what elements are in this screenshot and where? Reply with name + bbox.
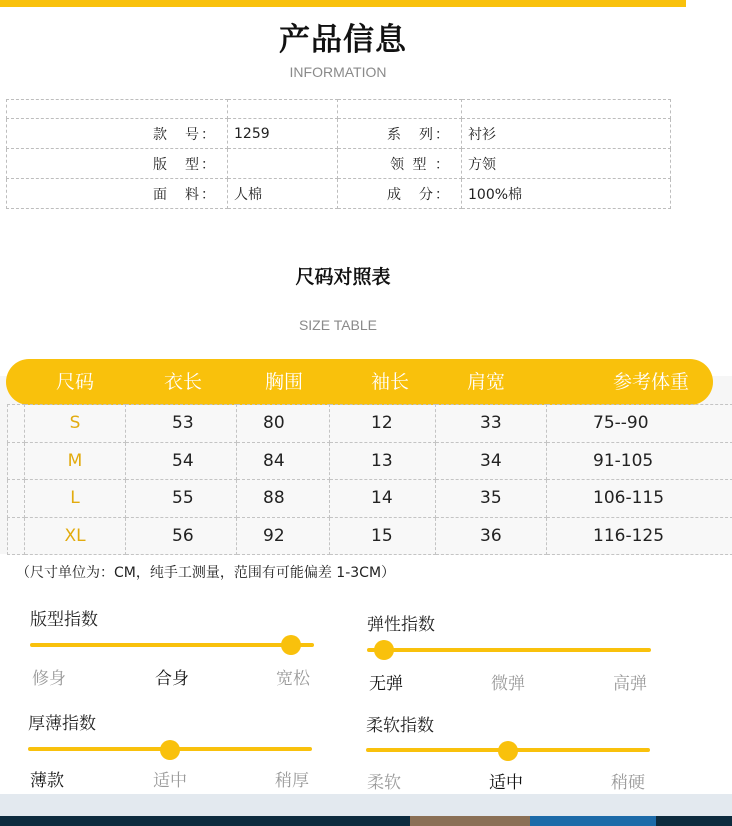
page-title: 产品信息 [279, 22, 407, 58]
size-table [7, 404, 732, 555]
header-weight: 参考体重 [612, 371, 689, 393]
row-margin-cell [8, 405, 25, 443]
size-table-header [6, 359, 713, 405]
table-row [8, 405, 732, 443]
chest-cell: 84 [237, 442, 330, 480]
elastic-index-knob [374, 640, 394, 660]
measurement-note: （尺寸单位为：CM，纯手工测量，范围有可能偏差 1-3CM） [16, 565, 396, 581]
sleeve-cell: 12 [330, 405, 436, 443]
header-length: 衣长 [163, 371, 202, 393]
length-cell: 55 [126, 480, 237, 518]
size-cell: XL [25, 517, 126, 555]
fit-option-loose: 宽松 [276, 669, 310, 689]
bottom-strip [0, 794, 732, 816]
collar-value: 方领 [462, 149, 671, 179]
elastic-option-slight: 微弹 [491, 674, 525, 694]
thickness-option-thick: 稍厚 [275, 771, 309, 791]
row-margin-cell [8, 442, 25, 480]
footer-block-blue [530, 816, 656, 826]
chest-cell: 88 [237, 480, 330, 518]
table-row [8, 480, 732, 518]
size-cell: M [25, 442, 126, 480]
size-cell: L [25, 480, 126, 518]
size-table-title: 尺码对照表 [295, 266, 391, 288]
chest-cell: 92 [237, 517, 330, 555]
fit-value [228, 149, 338, 179]
elastic-index-title: 弹性指数 [367, 615, 435, 635]
product-info-table [6, 99, 671, 209]
info-spacer-row [7, 100, 671, 119]
thickness-index-knob [160, 740, 180, 760]
thickness-index-title: 厚薄指数 [28, 714, 96, 734]
fabric-value: 人棉 [228, 179, 338, 209]
fit-index-knob [281, 635, 301, 655]
fit-index-track [30, 643, 314, 647]
weight-cell: 91-105 [547, 442, 732, 480]
header-chest: 胸围 [264, 371, 303, 393]
thickness-option-thin: 薄款 [30, 771, 64, 791]
sleeve-cell: 13 [330, 442, 436, 480]
elastic-option-high: 高弹 [613, 674, 647, 694]
elastic-index-track [367, 648, 651, 652]
header-sleeve: 袖长 [370, 371, 409, 393]
style-no-value: 1259 [228, 119, 338, 149]
fabric-label: 面 料： [7, 179, 228, 209]
softness-index-title: 柔软指数 [366, 716, 434, 736]
length-cell: 53 [126, 405, 237, 443]
fit-label: 版 型： [7, 149, 228, 179]
shoulder-cell: 33 [436, 405, 547, 443]
softness-option-soft: 柔软 [367, 773, 401, 793]
size-cell: S [25, 405, 126, 443]
series-value: 衬衫 [462, 119, 671, 149]
softness-option-medium: 适中 [489, 773, 523, 793]
collar-label: 领 型 ： [338, 149, 462, 179]
footer-block-brown [410, 816, 530, 826]
composition-value: 100%棉 [462, 179, 671, 209]
top-accent-bar [0, 0, 686, 7]
length-cell: 54 [126, 442, 237, 480]
table-row [8, 442, 732, 480]
fit-option-slim: 修身 [32, 669, 66, 689]
weight-cell: 116-125 [547, 517, 732, 555]
weight-cell: 75--90 [547, 405, 732, 443]
row-margin-cell [8, 517, 25, 555]
size-table-subtitle: SIZE TABLE [298, 317, 378, 333]
thickness-option-medium: 适中 [153, 771, 187, 791]
header-shoulder: 肩宽 [466, 371, 505, 393]
style-no-label: 款 号： [7, 119, 228, 149]
info-row [7, 179, 671, 209]
info-row [7, 149, 671, 179]
header-size: 尺码 [55, 371, 94, 393]
shoulder-cell: 35 [436, 480, 547, 518]
series-label: 系 列： [338, 119, 462, 149]
fit-index-title: 版型指数 [30, 610, 98, 630]
shoulder-cell: 34 [436, 442, 547, 480]
softness-option-stiff: 稍硬 [611, 773, 645, 793]
chest-cell: 80 [237, 405, 330, 443]
row-margin-cell [8, 480, 25, 518]
elastic-option-none: 无弹 [369, 674, 403, 694]
page-subtitle: INFORMATION [289, 64, 387, 80]
fit-option-regular: 合身 [155, 669, 189, 689]
table-row [8, 517, 732, 555]
composition-label: 成 分： [338, 179, 462, 209]
footer-bar [0, 816, 732, 826]
sleeve-cell: 14 [330, 480, 436, 518]
length-cell: 56 [126, 517, 237, 555]
info-row [7, 119, 671, 149]
shoulder-cell: 36 [436, 517, 547, 555]
sleeve-cell: 15 [330, 517, 436, 555]
softness-index-knob [498, 741, 518, 761]
weight-cell: 106-115 [547, 480, 732, 518]
